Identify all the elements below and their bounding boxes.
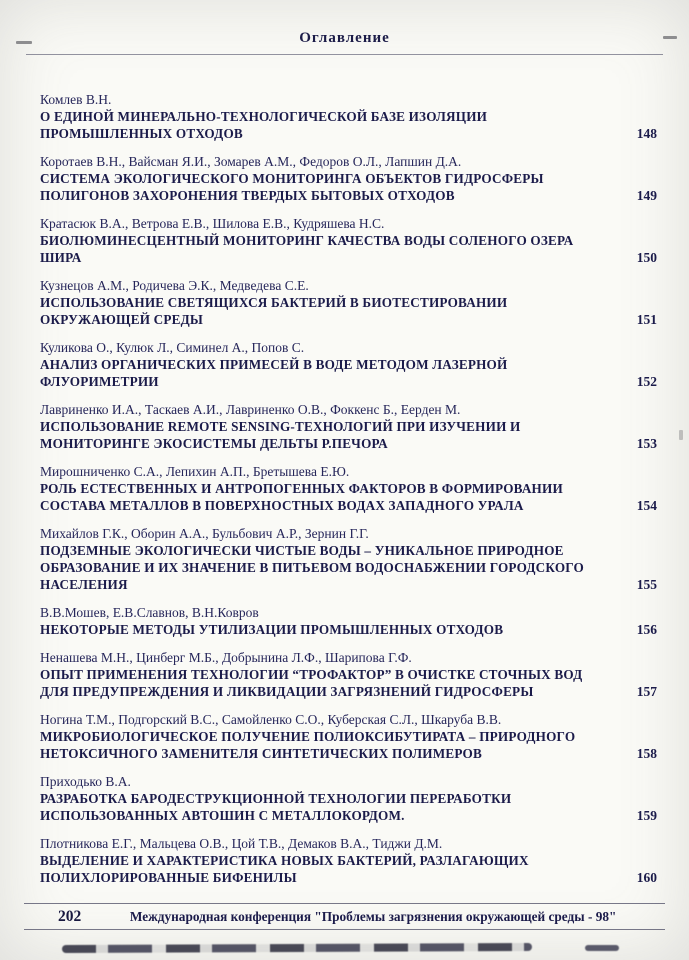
footer-row — [24, 904, 665, 929]
folio-page-number: 202 — [58, 908, 82, 925]
entry-authors: Лавриненко И.А., Таскаев А.И., Лавриненко О.В., Фоккенс Б., Еерден М. — [40, 402, 461, 417]
entry-page-number: 153 — [636, 436, 657, 451]
scan-artifact — [679, 430, 683, 440]
entry-page-number: 149 — [636, 188, 657, 203]
entry-title: ОПЫТ ПРИМЕНЕНИЯ ТЕХНОЛОГИИ “ТРОФАКТОР” В ОЧИСТКЕ СТОЧНЫХ ВОД ДЛЯ ПРЕДУПРЕЖДЕНИЯ И ЛИКВИДАЦИИ ЗАГРЯЗНЕНИЙ ГИДРОСФЕРЫ — [40, 667, 583, 699]
page-title: Оглавление — [299, 30, 390, 46]
conference-title: Международная конференция "Проблемы загрязнения окружающей среды - 98" — [129, 909, 617, 924]
entry-title-row — [40, 852, 657, 886]
entry-title-row — [40, 356, 657, 390]
entry-title-row — [40, 480, 657, 514]
toc-entry — [40, 773, 657, 824]
entry-authors: В.В.Мошев, Е.В.Славнов, В.Н.Ковров — [40, 605, 259, 620]
entry-page-number: 155 — [636, 577, 657, 592]
entry-authors: Кратасюк В.А., Ветрова Е.В., Шилова Е.В., Кудряшева Н.С. — [40, 216, 385, 231]
entry-title-row — [40, 542, 657, 593]
entry-title: ПОДЗЕМНЫЕ ЭКОЛОГИЧЕСКИ ЧИСТЫЕ ВОДЫ – УНИКАЛЬНОЕ ПРИРОДНОЕ ОБРАЗОВАНИЕ И ИХ ЗНАЧЕНИЕ В ПИТЬЕВОМ ВОДОСНАБЖЕНИИ ГОРОДСКОГО НАСЕЛЕНИЯ — [40, 543, 585, 592]
entry-title-row — [40, 790, 657, 824]
entry-title-row — [40, 666, 657, 700]
entry-title: НЕКОТОРЫЕ МЕТОДЫ УТИЛИЗАЦИИ ПРОМЫШЛЕННЫХ ОТХОДОВ — [40, 622, 504, 637]
entry-authors: Приходько В.А. — [40, 774, 131, 789]
footer-divider-bottom — [24, 929, 665, 930]
toc-entry — [40, 215, 657, 266]
toc-entry — [40, 91, 657, 142]
entry-title-row — [40, 170, 657, 204]
toc-entry — [40, 339, 657, 390]
entry-title: ВЫДЕЛЕНИЕ И ХАРАКТЕРИСТИКА НОВЫХ БАКТЕРИЙ, РАЗЛАГАЮЩИХ ПОЛИХЛОРИРОВАННЫЕ БИФЕНИЛЫ — [40, 853, 529, 885]
entry-title: АНАЛИЗ ОРГАНИЧЕСКИХ ПРИМЕСЕЙ В ВОДЕ МЕТОДОМ ЛАЗЕРНОЙ ФЛУОРИМЕТРИИ — [40, 357, 508, 389]
footer-divider-top — [24, 903, 665, 904]
toc-entry — [40, 277, 657, 328]
entry-authors: Плотникова Е.Г., Мальцева О.В., Цой Т.В., Демаков В.А., Тиджи Д.М. — [40, 836, 443, 851]
entry-title: О ЕДИНОЙ МИНЕРАЛЬНО-ТЕХНОЛОГИЧЕСКОЙ БАЗЕ ИЗОЛЯЦИИ ПРОМЫШЛЕННЫХ ОТХОДОВ — [40, 109, 488, 141]
entry-page-number: 150 — [636, 250, 657, 265]
toc-entry — [40, 711, 657, 762]
toc-entry — [40, 649, 657, 700]
toc-entry — [40, 153, 657, 204]
entry-page-number: 148 — [636, 126, 657, 141]
toc-entry — [40, 835, 657, 886]
entry-title: МИКРОБИОЛОГИЧЕСКОЕ ПОЛУЧЕНИЕ ПОЛИОКСИБУТИРАТА – ПРИРОДНОГО НЕТОКСИЧНОГО ЗАМЕНИТЕЛЯ СИНТЕТИЧЕСКИХ ПОЛИМЕРОВ — [40, 729, 576, 761]
scan-artifact — [62, 943, 532, 953]
toc-entry — [40, 604, 657, 638]
entry-authors: Коротаев В.Н., Вайсман Я.И., Зомарев А.М., Федоров О.Л., Лапшин Д.А. — [40, 154, 462, 169]
entry-authors: Кузнецов А.М., Родичева Э.К., Медведева С.Е. — [40, 278, 309, 293]
entry-title-row — [40, 418, 657, 452]
toc-entry — [40, 463, 657, 514]
entry-title-row — [40, 621, 657, 638]
entry-title: СИСТЕМА ЭКОЛОГИЧЕСКОГО МОНИТОРИНГА ОБЪЕКТОВ ГИДРОСФЕРЫ ПОЛИГОНОВ ЗАХОРОНЕНИЯ ТВЕРДЫХ БЫТОВЫХ ОТХОДОВ — [40, 171, 544, 203]
entry-title-row — [40, 728, 657, 762]
page-footer — [24, 903, 665, 930]
toc-list — [40, 91, 657, 886]
toc-entry — [40, 401, 657, 452]
entry-page-number: 152 — [636, 374, 657, 389]
entry-title: РОЛЬ ЕСТЕСТВЕННЫХ И АНТРОПОГЕННЫХ ФАКТОРОВ В ФОРМИРОВАНИИ СОСТАВА МЕТАЛЛОВ В ПОВЕРХНОСТНЫХ ВОДАХ ЗАПАДНОГО УРАЛА — [40, 481, 563, 513]
entry-title-row — [40, 108, 657, 142]
entry-title-row — [40, 294, 657, 328]
scan-artifact — [585, 945, 619, 951]
entry-title-row — [40, 232, 657, 266]
entry-page-number: 159 — [636, 808, 657, 823]
entry-page-number: 157 — [636, 684, 657, 699]
entry-title: БИОЛЮМИНЕСЦЕНТНЫЙ МОНИТОРИНГ КАЧЕСТВА ВОДЫ СОЛЕНОГО ОЗЕРА ШИРА — [40, 233, 574, 265]
entry-page-number: 160 — [636, 870, 657, 885]
entry-authors: Ногина Т.М., Подгорский В.С., Самойленко С.О., Куберская С.Л., Шкаруба В.В. — [40, 712, 502, 727]
scan-artifact — [663, 36, 677, 39]
entry-page-number: 156 — [636, 622, 657, 637]
entry-authors: Куликова О., Кулюк Л., Симинел А., Попов С. — [40, 340, 305, 355]
entry-title: ИСПОЛЬЗОВАНИЕ REMOTE SENSING-ТЕХНОЛОГИЙ ПРИ ИЗУЧЕНИИ И МОНИТОРИНГЕ ЭКОСИСТЕМЫ ДЕЛЬТЫ Р.ПЕЧОРА — [40, 419, 521, 451]
entry-authors: Комлев В.Н. — [40, 92, 112, 107]
entry-authors: Михайлов Г.К., Оборин А.А., Бульбович А.Р., Зернин Г.Г. — [40, 526, 369, 541]
scan-artifact — [16, 41, 32, 44]
entry-title: ИСПОЛЬЗОВАНИЕ СВЕТЯЩИХСЯ БАКТЕРИЙ В БИОТЕСТИРОВАНИИ ОКРУЖАЮЩЕЙ СРЕДЫ — [40, 295, 508, 327]
entry-title: РАЗРАБОТКА БАРОДЕСТРУКЦИОННОЙ ТЕХНОЛОГИИ ПЕРЕРАБОТКИ ИСПОЛЬЗОВАННЫХ АВТОШИН С МЕТАЛЛОКОРДОМ. — [40, 791, 512, 823]
entry-page-number: 154 — [636, 498, 657, 513]
entry-page-number: 158 — [636, 746, 657, 761]
toc-entry — [40, 525, 657, 593]
header-divider — [26, 54, 663, 55]
entry-authors: Ненашева М.Н., Цинберг М.Б., Добрынина Л.Ф., Шарипова Г.Ф. — [40, 650, 412, 665]
entry-page-number: 151 — [636, 312, 657, 327]
entry-authors: Мирошниченко С.А., Лепихин А.П., Бретышева Е.Ю. — [40, 464, 350, 479]
